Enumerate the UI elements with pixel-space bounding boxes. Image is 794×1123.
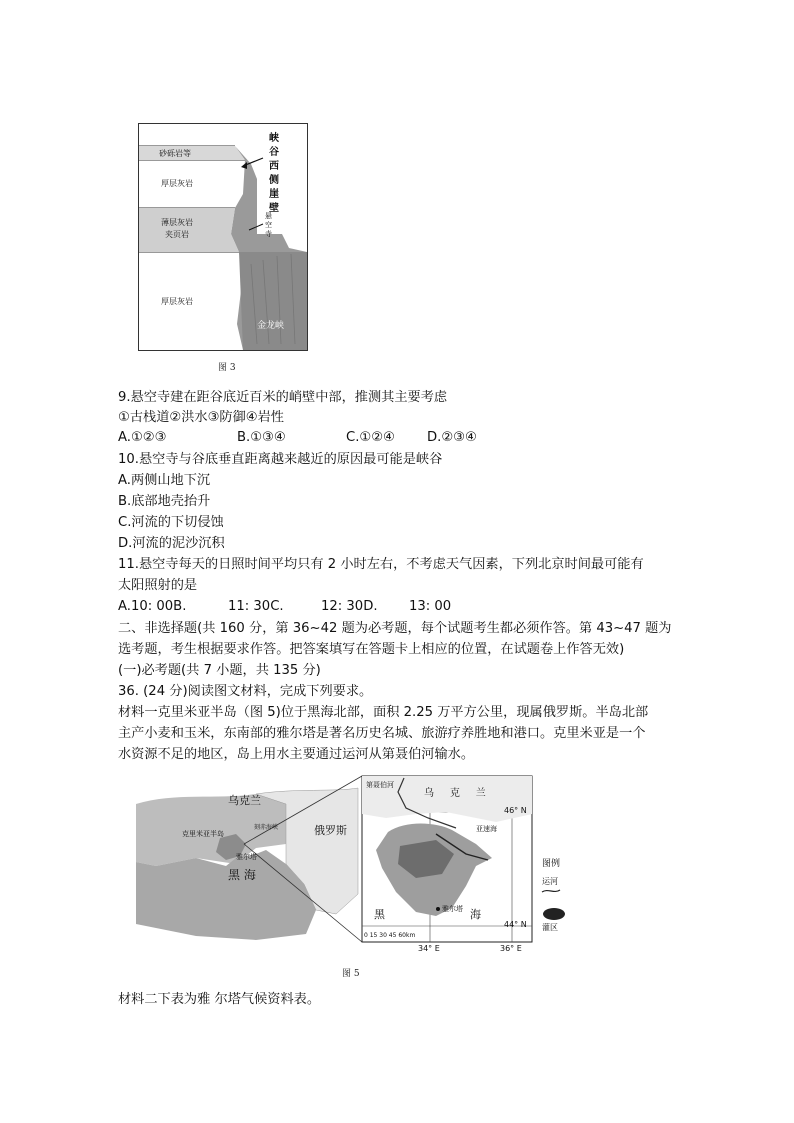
q10-option-a[interactable]: A.两侧山地下沉 [118, 473, 211, 488]
q9-option-c[interactable]: C.①②④ [346, 430, 395, 445]
q11-stem-line-1: 11.悬空寺每天的日照时间平均只有 2 小时左右，不考虑天气因素，下列北京时间最可能有 [118, 557, 644, 572]
layer-label-3: 薄层灰岩 夹页岩 [161, 218, 193, 239]
lon-36-label: 36° E [500, 944, 522, 953]
temple-label: 悬空寺 [265, 212, 272, 238]
legend-canal-label: 运河 [542, 877, 558, 886]
q11-option-c[interactable]: 12: 30D. [321, 599, 378, 614]
q9-stem: 9.悬空寺建在距谷底近百米的峭壁中部，推测其主要考虑 [118, 390, 448, 405]
q9-option-a[interactable]: A.①②③ [118, 430, 167, 445]
q9-option-d[interactable]: D.②③④ [427, 430, 477, 445]
q11-option-b[interactable]: 11: 30C. [228, 599, 284, 614]
left-map-strait-label: 刻赤海峡 [254, 824, 279, 831]
q9-note: ①古栈道②洪水③防御④岩性 [118, 410, 284, 425]
figure-5-crimea-map [136, 774, 576, 960]
legend-irrigation-label: 灌区 [542, 923, 558, 932]
q11-option-a[interactable]: A.10: 00B. [118, 599, 187, 614]
q11-stem-line-2: 太阳照射的是 [118, 578, 198, 593]
left-map-city-label: 雅尔塔 [236, 853, 257, 861]
legend-title: 图例 [542, 859, 561, 869]
left-map-sea-label: 黑 海 [228, 868, 256, 882]
q10-option-d[interactable]: D.河流的泥沙沉积 [118, 536, 225, 551]
material1-line-1: 材料一克里米亚半岛（图 5)位于黑海北部，面积 2.25 万平方公里，现属俄罗斯。半岛北部 [118, 705, 649, 720]
q11-option-d[interactable]: 13: 00 [409, 599, 452, 614]
material1-line-3: 水资源不足的地区，岛上用水主要通过运河从第聂伯河输水。 [118, 747, 475, 762]
q10-option-b[interactable]: B.底部地壳抬升 [118, 494, 211, 509]
q9-option-b[interactable]: B.①③④ [237, 430, 286, 445]
right-map-city-label: 雅尔塔 [442, 905, 463, 913]
right-map-azov-label: 亚速海 [476, 825, 497, 833]
material1-line-2: 主产小麦和玉米，东南部的雅尔塔是著名历史名城、旅游疗养胜地和港口。克里米亚是一个 [118, 726, 646, 741]
section2-line-3: (一)必考题(共 7 小题，共 135 分) [118, 663, 321, 678]
q10-stem: 10.悬空寺与谷底垂直距离越来越近的原因最可能是峡谷 [118, 452, 443, 467]
right-map-river-label: 第聂伯河 [366, 781, 394, 789]
q10-option-c[interactable]: C.河流的下切侵蚀 [118, 515, 224, 530]
figure-5-caption: 图 5 [342, 969, 360, 979]
right-map-ukraine-label: 乌 克 兰 [424, 788, 486, 799]
lon-34-label: 34° E [418, 944, 440, 953]
section2-line-2: 选考题，考生根据要求作答。把答案填写在答题卡上相应的位置，在试题卷上作答无效) [118, 642, 625, 657]
figure-3-cliff-section [138, 123, 308, 351]
section2-line-1: 二、非选择题(共 160 分，第 36~42 题为必考题，每个试题考生都必须作答。第 43~47 题为 [118, 621, 672, 636]
lat-44-label: 44° N [504, 920, 527, 929]
material2-line: 材料二下表为雅 尔塔气候资料表。 [118, 992, 321, 1007]
lat-46-label: 46° N [504, 806, 527, 815]
scale-bar-label: 0 15 30 45 60km [364, 932, 416, 939]
q36-stem: 36. (24 分)阅读图文材料，完成下列要求。 [118, 684, 373, 699]
left-map-russia-label: 俄罗斯 [314, 824, 347, 837]
left-map-peninsula-label: 克里米亚半岛 [182, 830, 224, 838]
layer-label-1: 砂砾岩等 [159, 149, 191, 158]
right-map-sea-right-label: 海 [470, 908, 481, 921]
gorge-label: 金龙峡 [257, 321, 285, 331]
cliff-label: 峡谷西侧崖壁 [269, 133, 279, 214]
figure-3-caption: 图 3 [218, 363, 236, 373]
layer-label-2: 厚层灰岩 [161, 179, 193, 188]
right-map-sea-left-label: 黑 [374, 908, 385, 921]
left-map-ukraine-label: 乌克兰 [228, 794, 261, 807]
layer-label-4: 厚层灰岩 [161, 297, 193, 306]
